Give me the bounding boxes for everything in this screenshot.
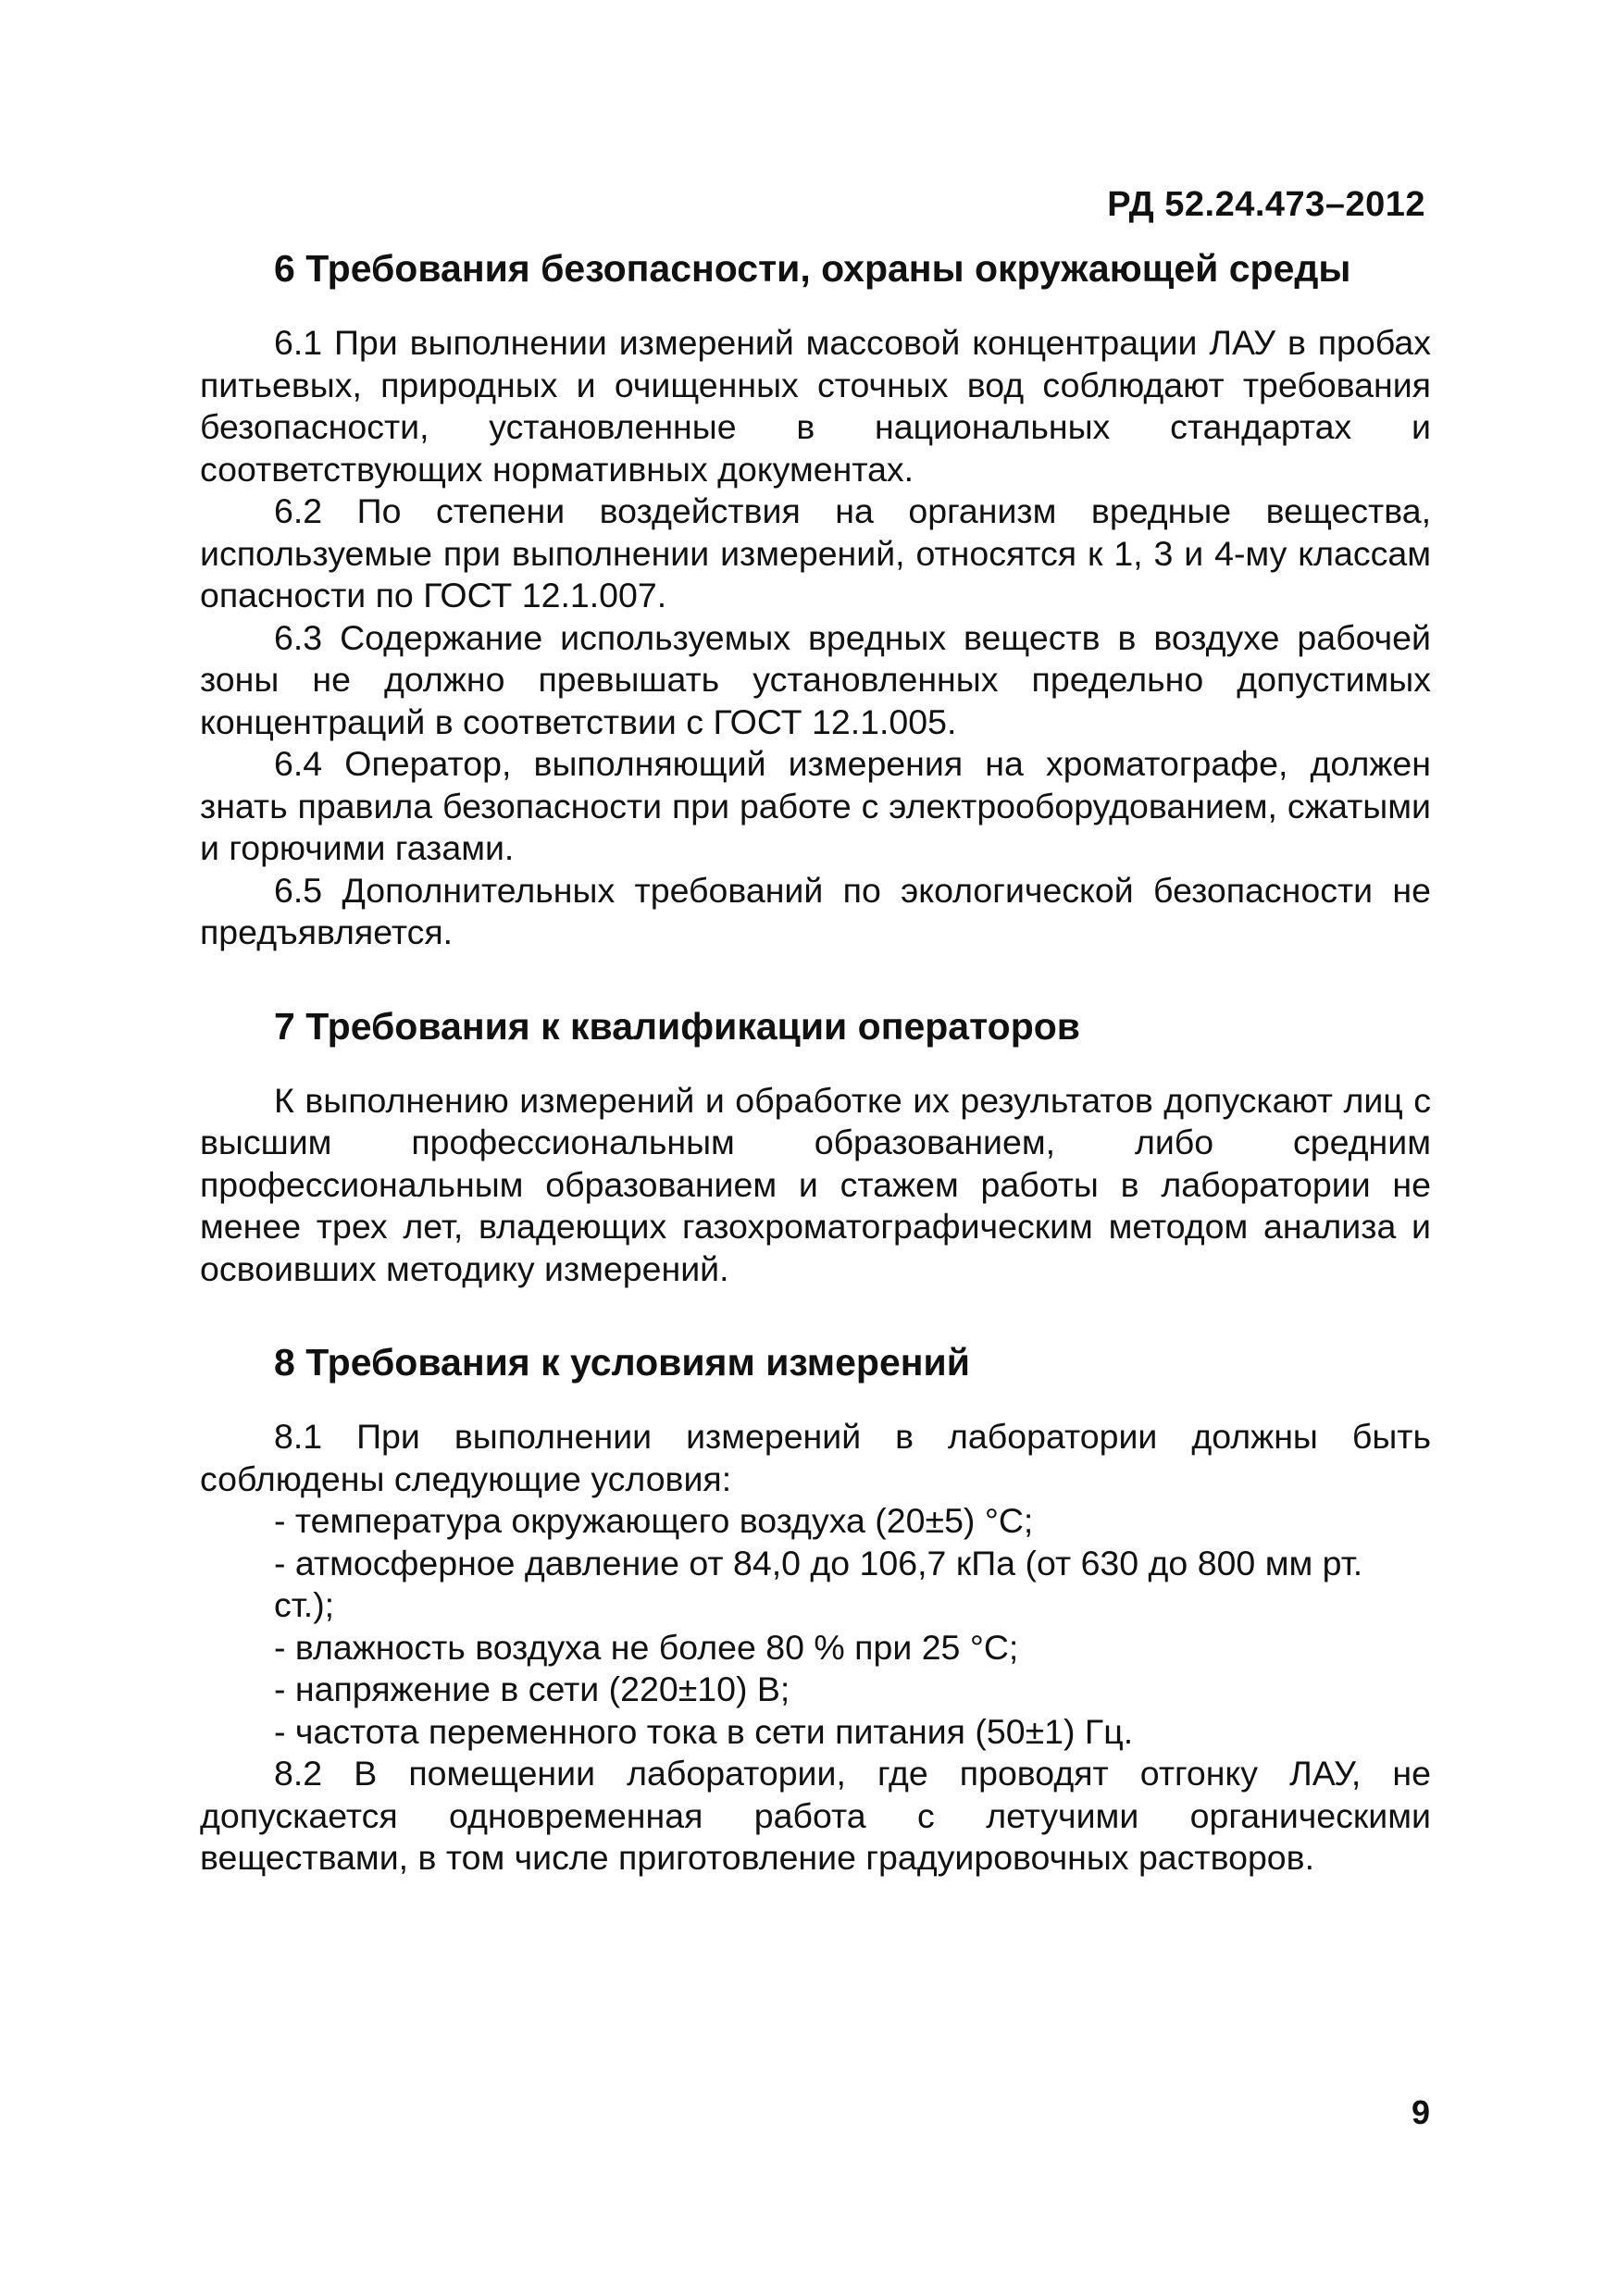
page-content (200, 242, 1431, 1880)
list-item: - частота переменного тока в сети питания (50±1) Гц. (274, 1711, 1134, 1751)
document-code: РД 52.24.473–2012 (1107, 185, 1425, 224)
paragraph-8-1: 8.1 При выполнении измерений в лаборатории должны быть соблюдены следующие условия: (200, 1417, 1431, 1498)
list-item: - влажность воздуха не более 80 % при 25 °С; (274, 1627, 1019, 1667)
paragraph-8-2: 8.2 В помещении лаборатории, где проводят отгонку ЛАУ, не допускается одновременная работа с летучими органическими веществами, в том числе приготовление градуировочных растворов. (200, 1754, 1431, 1877)
list-item: - атмосферное давление от 84,0 до 106,7 кПа (от 630 до 800 мм рт. ст.); (274, 1543, 1363, 1624)
paragraph-6-1: 6.1 При выполнении измерений массовой концентрации ЛАУ в пробах питьевых, природных и очищенных сточных вод соблюдают требования безопасности, установленные в национальных стандартах и соответствующих нормативных документах. (200, 323, 1431, 489)
conditions-list (200, 1500, 1431, 1753)
section-7-title: 7 Требования к квалификации операторов (274, 1004, 1080, 1048)
paragraph-6-4: 6.4 Оператор, выполняющий измерения на хроматографе, должен знать правила безопасности при работе с электрооборудованием, сжатыми и горючими газами. (200, 744, 1431, 867)
section-8-title: 8 Требования к условиям измерений (274, 1341, 970, 1384)
list-item: - напряжение в сети (220±10) В; (274, 1669, 790, 1708)
paragraph-6-2: 6.2 По степени воздействия на организм вредные вещества, используемые при выполнении измерений, относятся к 1, 3 и 4-му классам опасности по ГОСТ 12.1.007. (200, 491, 1431, 614)
section-6-title: 6 Требования безопасности, охраны окружающей среды (274, 247, 1351, 290)
paragraph-6-3: 6.3 Содержание используемых вредных веществ в воздухе рабочей зоны не должно превышать установленных предельно допустимых концентраций в соответствии с ГОСТ 12.1.005. (200, 617, 1431, 741)
list-item: - температура окружающего воздуха (20±5) °С; (274, 1501, 1034, 1540)
page-number: 9 (1411, 2093, 1430, 2131)
paragraph-6-5: 6.5 Дополнительных требований по экологической безопасности не предъявляется. (200, 870, 1431, 951)
paragraph-7: К выполнению измерений и обработке их результатов допускают лиц с высшим профессиональным образованием, либо средним профессиональным образованием и стажем работы в лаборатории не менее трех лет, владеющих газохроматографическим методом анализа и освоивших методику измерений. (200, 1080, 1431, 1288)
